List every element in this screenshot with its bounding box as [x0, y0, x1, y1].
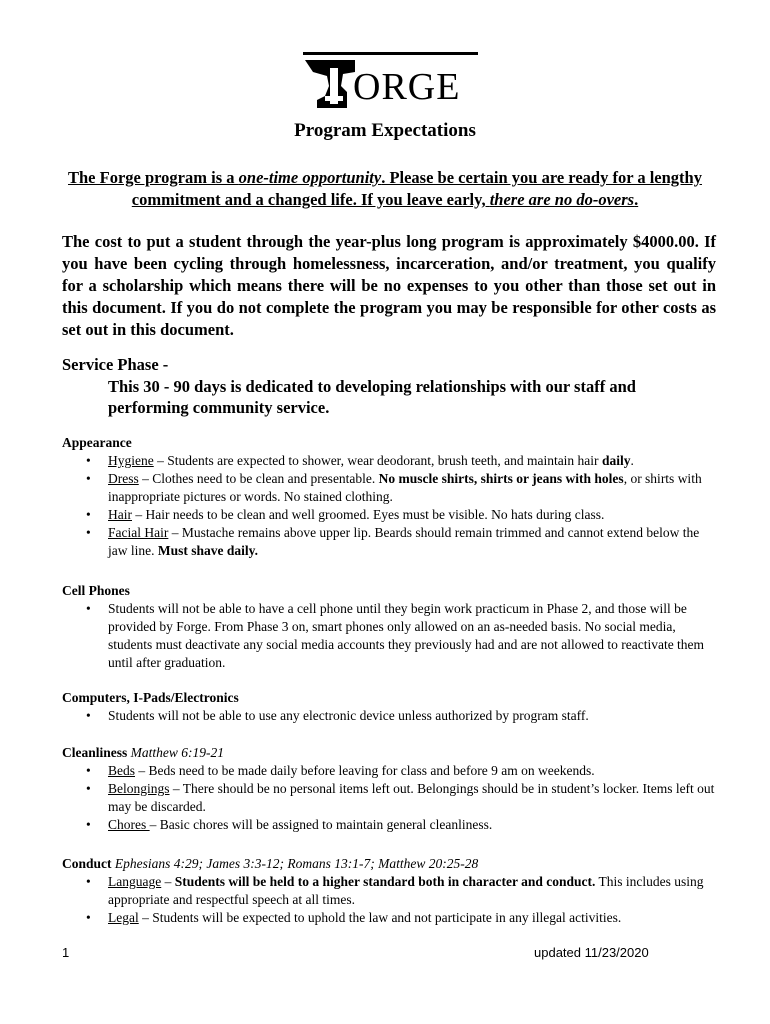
intro-statement [62, 167, 708, 211]
language-bold: Students will be held to a higher standard both in character and conduct. [174, 874, 596, 889]
cleanliness-section [62, 744, 722, 834]
dress-bold: No muscle shirts, shirts or jeans with holes [378, 471, 624, 486]
cleanliness-title: Cleanliness [62, 745, 128, 760]
beds-label: Beds [108, 763, 135, 778]
intro-emphasis-2: there are no do-overs [489, 190, 635, 209]
appearance-section [62, 434, 722, 560]
hygiene-text: – Students are expected to shower, wear deodorant, brush teeth, and maintain hair [153, 453, 602, 468]
computers-section [62, 689, 722, 725]
hair-label: Hair [108, 507, 132, 522]
list-item [108, 470, 722, 506]
list-item [108, 909, 722, 927]
updated-date: updated 11/23/2020 [534, 945, 649, 960]
list-item: • Students will not be able to use any electronic device unless authorized by program staff. [108, 707, 722, 725]
conduct-section [62, 855, 722, 927]
computers-heading: Computers, I-Pads/Electronics [62, 690, 239, 705]
intro-text-3: . [634, 190, 639, 209]
hygiene-end: . [630, 453, 634, 468]
cell-phones-heading: Cell Phones [62, 583, 130, 598]
appearance-heading: Appearance [62, 435, 132, 450]
legal-text: – Students will be expected to uphold the law and not participate in any illegal activities. [138, 910, 622, 925]
page-number: 1 [62, 945, 70, 960]
service-phase-heading: Service Phase - [62, 355, 169, 374]
conduct-scripture-ref: Ephesians 4:29; James 3:3-12; Romans 13:1-7; Matthew 20:25-28 [114, 856, 479, 871]
list-item [108, 873, 722, 909]
belongings-text: – There should be no personal items left out. Belongings should be in student’s locker. Items left out may be discarded. [108, 781, 715, 814]
logo-wordmark: ORGE [353, 66, 461, 108]
cell-phones-section [62, 582, 722, 672]
intro-text-1: The Forge program is a [68, 168, 239, 187]
facial-hair-text: – Mustache remains above upper lip. Beards should remain trimmed and cannot extend below the jaw line. [108, 525, 700, 558]
service-phase-text: This 30 - 90 days is dedicated to developing relationships with our staff and performing community service. [108, 377, 636, 417]
list-item: • Students will not be able to have a cell phone until they begin work practicum in Phase 2, and those will be provided by Forge. From Phase 3 on, smart phones only allowed on an as-needed basis. No social media, students must deactivate any social media accounts they previously had and are not allowed to reactivate them until after graduation. [108, 600, 722, 672]
list-item [108, 780, 722, 816]
beds-text: – Beds need to be made daily before leaving for class and before 9 am on weekends. [135, 763, 595, 778]
hygiene-label: Hygiene [108, 453, 154, 468]
forge-logo [303, 52, 478, 114]
facial-hair-label: Facial Hair [108, 525, 169, 540]
cost-paragraph: The cost to put a student through the year-plus long program is approximately $4000.00. If you have been cycling through homelessness, incarceration, and/or treatment, you qualify for a scholarship which means there will be no expenses to you other than those set out in this document. If you do not complete the program you may be responsible for other costs as set out in this document. [62, 232, 716, 339]
list-item [108, 524, 722, 560]
list-item [108, 762, 722, 780]
facial-hair-bold: Must shave daily. [157, 543, 259, 558]
dress-text: – Clothes need to be clean and presentable. [138, 471, 379, 486]
legal-label: Legal [108, 910, 139, 925]
conduct-title: Conduct [62, 856, 112, 871]
conduct-heading [62, 855, 722, 873]
page-title: Program Expectations [294, 120, 476, 141]
hygiene-bold: daily [601, 453, 631, 468]
dress-end: , or shirts with inappropriate pictures or words. No stained clothing. [108, 471, 702, 504]
cleanliness-scripture-ref: Matthew 6:19-21 [130, 745, 225, 760]
list-item [108, 506, 722, 524]
language-label: Language [108, 874, 162, 889]
cleanliness-heading [62, 744, 722, 762]
hair-text: – Hair needs to be clean and well groomed. Eyes must be visible. No hats during class. [132, 507, 605, 522]
belongings-label: Belongings [108, 781, 170, 796]
language-dash: – [161, 874, 175, 889]
intro-emphasis-1: one-time opportunity [238, 168, 382, 187]
language-text: This includes using appropriate and respectful speech at all times. [108, 874, 704, 907]
intro-text-2: . Please be certain you are ready for a lengthy commitment and a changed life. If you leave early, [131, 168, 702, 209]
dress-label: Dress [108, 471, 139, 486]
list-item [108, 816, 722, 834]
chores-label: Chores [108, 817, 150, 832]
list-item [108, 452, 722, 470]
chores-text: – Basic chores will be assigned to maintain general cleanliness. [149, 817, 493, 832]
